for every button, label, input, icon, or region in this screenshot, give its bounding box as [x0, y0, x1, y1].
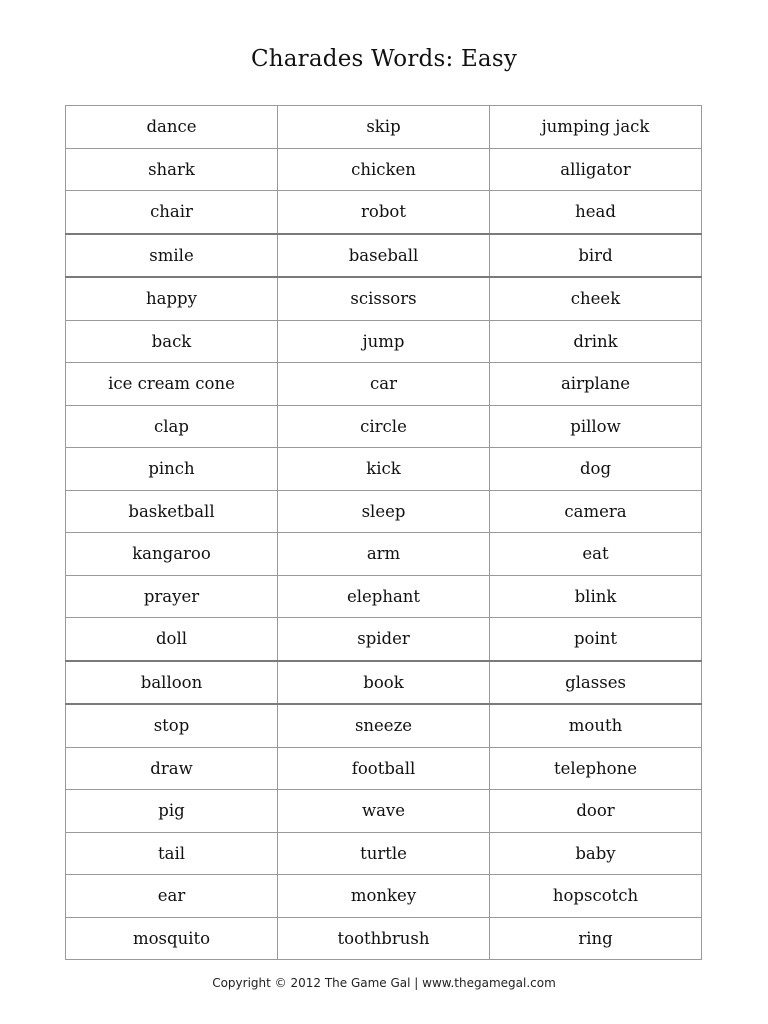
word-cell: baseball: [278, 234, 490, 278]
word-cell: mouth: [490, 704, 702, 747]
table-row: [66, 618, 702, 661]
word-cell: monkey: [278, 875, 490, 918]
word-cell: mosquito: [66, 917, 278, 960]
word-cell: back: [66, 320, 278, 363]
table-row: [66, 661, 702, 705]
word-cell: toothbrush: [278, 917, 490, 960]
word-cell: drink: [490, 320, 702, 363]
word-cell: sleep: [278, 490, 490, 533]
word-cell: spider: [278, 618, 490, 661]
word-cell: blink: [490, 575, 702, 618]
word-cell: airplane: [490, 363, 702, 406]
word-cell: turtle: [278, 832, 490, 875]
word-cell: chicken: [278, 148, 490, 191]
word-cell: bird: [490, 234, 702, 278]
word-cell: shark: [66, 148, 278, 191]
table-row: [66, 191, 702, 234]
word-cell: sneeze: [278, 704, 490, 747]
word-cell: arm: [278, 533, 490, 576]
word-cell: stop: [66, 704, 278, 747]
word-cell: prayer: [66, 575, 278, 618]
word-cell: ear: [66, 875, 278, 918]
word-cell: draw: [66, 747, 278, 790]
table-row: [66, 575, 702, 618]
table-row: [66, 320, 702, 363]
word-cell: pillow: [490, 405, 702, 448]
word-table-body: [66, 106, 702, 960]
word-cell: skip: [278, 106, 490, 149]
table-row: [66, 277, 702, 320]
word-cell: pinch: [66, 448, 278, 491]
table-row: [66, 704, 702, 747]
table-row: [66, 917, 702, 960]
word-cell: chair: [66, 191, 278, 234]
word-cell: kick: [278, 448, 490, 491]
word-cell: clap: [66, 405, 278, 448]
word-cell: scissors: [278, 277, 490, 320]
word-cell: book: [278, 661, 490, 705]
word-cell: cheek: [490, 277, 702, 320]
page-title: Charades Words: Easy: [250, 46, 518, 72]
word-cell: dance: [66, 106, 278, 149]
word-cell: doll: [66, 618, 278, 661]
word-cell: camera: [490, 490, 702, 533]
copyright-footer: Copyright © 2012 The Game Gal | www.thegamegal.com: [212, 976, 556, 990]
word-cell: car: [278, 363, 490, 406]
word-cell: jump: [278, 320, 490, 363]
word-cell: dog: [490, 448, 702, 491]
word-cell: happy: [66, 277, 278, 320]
word-cell: circle: [278, 405, 490, 448]
word-cell: robot: [278, 191, 490, 234]
word-cell: baby: [490, 832, 702, 875]
table-row: [66, 363, 702, 406]
word-cell: balloon: [66, 661, 278, 705]
table-row: [66, 148, 702, 191]
table-row: [66, 832, 702, 875]
word-cell: glasses: [490, 661, 702, 705]
word-cell: telephone: [490, 747, 702, 790]
word-cell: door: [490, 790, 702, 833]
table-row: [66, 490, 702, 533]
word-cell: football: [278, 747, 490, 790]
word-cell: head: [490, 191, 702, 234]
word-cell: hopscotch: [490, 875, 702, 918]
table-row: [66, 234, 702, 278]
word-cell: eat: [490, 533, 702, 576]
charades-word-table: [65, 105, 702, 960]
word-cell: smile: [66, 234, 278, 278]
word-cell: pig: [66, 790, 278, 833]
word-cell: tail: [66, 832, 278, 875]
table-row: [66, 533, 702, 576]
word-cell: ice cream cone: [66, 363, 278, 406]
word-cell: kangaroo: [66, 533, 278, 576]
table-row: [66, 405, 702, 448]
word-cell: wave: [278, 790, 490, 833]
table-row: [66, 106, 702, 149]
word-cell: basketball: [66, 490, 278, 533]
word-cell: elephant: [278, 575, 490, 618]
table-row: [66, 790, 702, 833]
word-cell: alligator: [490, 148, 702, 191]
table-row: [66, 875, 702, 918]
word-cell: ring: [490, 917, 702, 960]
word-cell: jumping jack: [490, 106, 702, 149]
table-row: [66, 747, 702, 790]
word-cell: point: [490, 618, 702, 661]
table-row: [66, 448, 702, 491]
